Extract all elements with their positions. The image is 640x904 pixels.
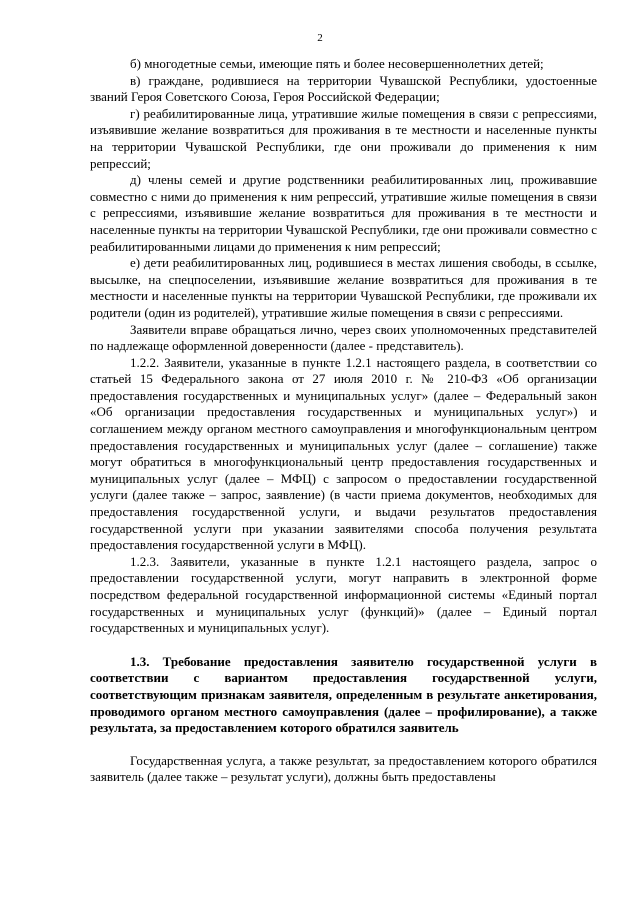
document-body: [90, 56, 597, 786]
paragraph-representatives: Заявители вправе обращаться лично, через своих уполномоченных представителей по надлежаще оформленной доверенности (далее - представитель).: [90, 321, 597, 354]
paragraph-1-2-3: 1.2.3. Заявители, указанные в пункте 1.2.1 настоящего раздела, запрос о предоставлении государственной услуги, могут направить в электронной форме посредством федеральной государственной информационной системы «Единый портал государственных и муниципальных услуг (функций)» (далее – Единый портал государственных и муниципальных услуг).: [90, 553, 597, 636]
paragraph-children-of-rehabilitated: е) дети реабилитированных лиц, родившиеся в местах лишения свободы, в ссылке, высылке, на спецпоселении, изъявившие желание возвратиться для проживания в те местности и населенные пункты на территории Чувашской Республики, где проживали их родители (один из родителей), утратившие жилые помещения в связи с репрессиями.: [90, 255, 597, 320]
paragraph-multichild-families: б) многодетные семьи, имеющие пять и более несовершеннолетних детей;: [130, 56, 544, 71]
paragraph-family-members: д) члены семей и другие родственники реабилитированных лиц, проживавшие совместно с ними до применения к ним репрессий, утратившие жилые помещения в связи с репрессиями, изъявившие желание возвратиться для проживания в те местности и населенные пункты на территории Чувашской Республики, где они проживали совместно с реабилитированными лицами до применения к ним репрессий;: [90, 172, 597, 254]
paragraph-service-provision: Государственная услуга, а также результат, за предоставлением которого обратился заявитель (далее также – результат услуги), должны быть предоставлены: [90, 752, 597, 785]
paragraph-rehabilitated-persons: г) реабилитированные лица, утратившие жилые помещения в связи с репрессиями, изъявившие желание возвратиться для проживания в те местности и населенные пункты на территории Чувашской Республики, где они проживали до применения к ним репрессий;: [90, 105, 597, 171]
page-number: 2: [317, 32, 323, 44]
section-heading-1-3: 1.3. Требование предоставления заявителю государственной услуги в соответствии с вариантом предоставления государственной услуги, соответствующим признакам заявителя, определенным в результате анкетирования, проводимого органом местного самоуправления (далее – профилирование), а также результата, за предоставлением которого обратился заявитель: [90, 653, 597, 736]
paragraph-heroes: в) граждане, родившиеся на территории Чувашской Республики, удостоенные званий Героя Советского Союза, Героя Российской Федерации;: [90, 72, 597, 105]
paragraph-1-2-2: 1.2.2. Заявители, указанные в пункте 1.2.1 настоящего раздела, в соответствии со статьей 15 Федерального закона от 27 июля 2010 г. № 210-ФЗ «Об организации предоставления государственных и муниципальных услуг» (далее – Федеральный закон «Об организации предоставления государственных и муниципальных услуг») и соглашением между органом местного самоуправления и многофункциональным центром предоставления государственных и муниципальных услуг (далее – соглашение) также могут обратиться в многофункциональный центр предоставления государственных и муниципальных услуг (далее – МФЦ) с запросом о предоставлении государственной услуги (далее также – запрос, заявление) (в части приема документов, необходимых для предоставления государственной услуги, и выдачи результатов предоставления государственной услуги при указании заявителями способа получения результата предоставления государственной услуги в МФЦ).: [90, 354, 597, 553]
